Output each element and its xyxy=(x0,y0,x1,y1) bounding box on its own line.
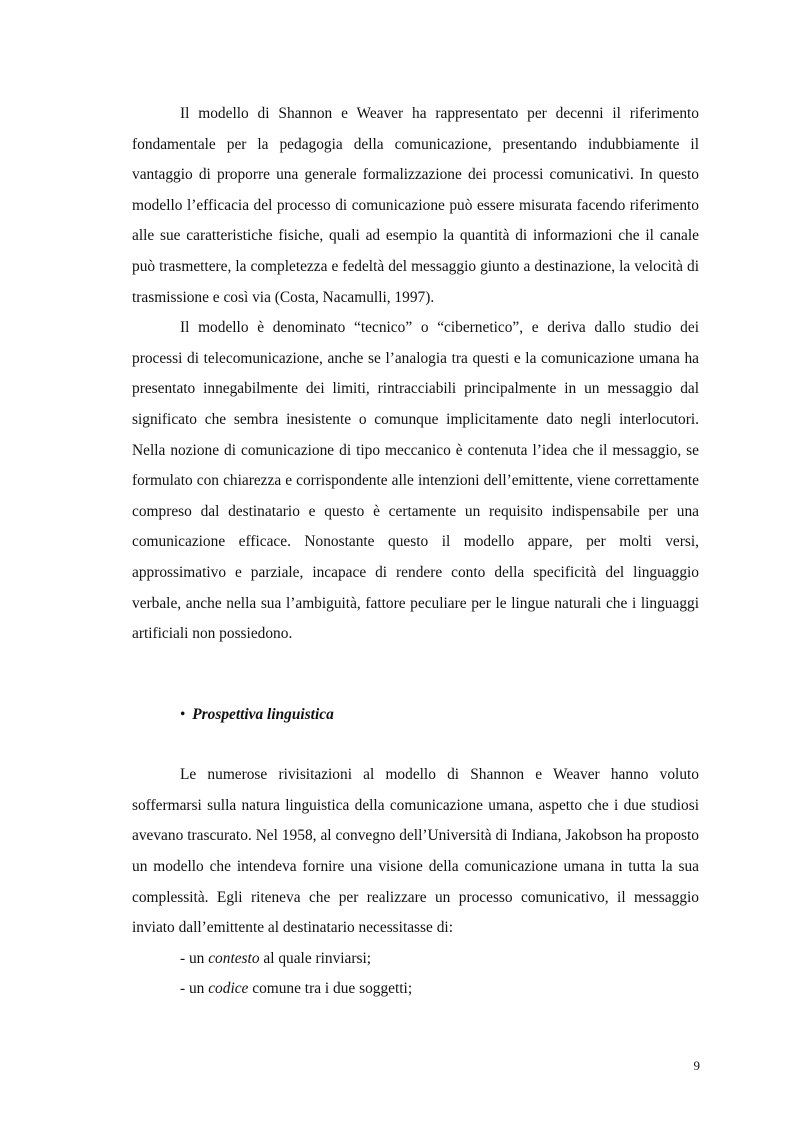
document-page xyxy=(132,99,699,1005)
paragraph-technical-model: Il modello è denominato “tecnico” o “cibernetico”, e deriva dallo studio dei processi di telecomunicazione, anche se l’analogia tra questi e la comunicazione umana ha presentato innegabilmente dei limiti, rintracciabili principalmente in un messaggio dal significato che sembra inesistente o comunque implicitamente dato negli interlocutori. Nella nozione di comunicazione di tipo meccanico è contenuta l’idea che il messaggio, se formulato con chiarezza e corrispondente alle intenzioni dell’emittente, viene correttamente compreso dal destinatario e questo è certamente un requisito indispensabile per una comunicazione efficace. Nonostante questo il modello appare, per molti versi, approssimativo e parziale, incapace di rendere conto della specificità del linguaggio verbale, anche nella sua l’ambiguità, fattore peculiare per le lingue naturali che i linguaggi artificiali non possiedono. xyxy=(132,319,699,643)
list-item-term: contesto xyxy=(208,949,260,967)
list-item-suffix: comune tra i due soggetti; xyxy=(248,980,413,998)
heading-spacer xyxy=(132,730,699,760)
bullet-icon: • xyxy=(180,705,186,723)
paragraph-shannon-weaver-model: Il modello di Shannon e Weaver ha rappresentato per decenni il riferimento fondamentale per la pedagogia della comunicazione, presentando indubbiamente il vantaggio di proporre una generale formalizzazione dei processi comunicativi. In questo modello l’efficacia del processo di comunicazione può essere misurata facendo riferimento alle sue caratteristiche fisiche, quali ad esempio la quantità di informazioni che il canale può trasmettere, la completezza e fedeltà del messaggio giunto a destinazione, la velocità di trasmissione e così via (Costa, Nacamulli, 1997). xyxy=(132,105,699,306)
page-number: 9 xyxy=(693,1058,700,1073)
list-item-prefix: - un xyxy=(180,980,209,998)
list-item-term: codice xyxy=(208,980,249,998)
section-heading xyxy=(180,700,699,731)
list-item-code xyxy=(180,974,699,1005)
list-item-context xyxy=(180,944,699,975)
list-item-prefix: - un xyxy=(180,949,209,967)
paragraph-jakobson-model: Le numerose rivisitazioni al modello di Shannon e Weaver hanno voluto soffermarsi sulla natura linguistica della comunicazione umana, aspetto che i due studiosi avevano trascurato. Nel 1958, al convegno dell’Università di Indiana, Jakobson ha proposto un modello che intendeva fornire una visione della comunicazione umana in tutta la sua complessità. Egli riteneva che per realizzare un processo comunicativo, il messaggio inviato dall’emittente al destinatario necessitasse di: xyxy=(132,766,699,937)
list-item-suffix: al quale rinviarsi; xyxy=(259,949,372,967)
section-heading-text: Prospettiva linguistica xyxy=(192,705,334,723)
